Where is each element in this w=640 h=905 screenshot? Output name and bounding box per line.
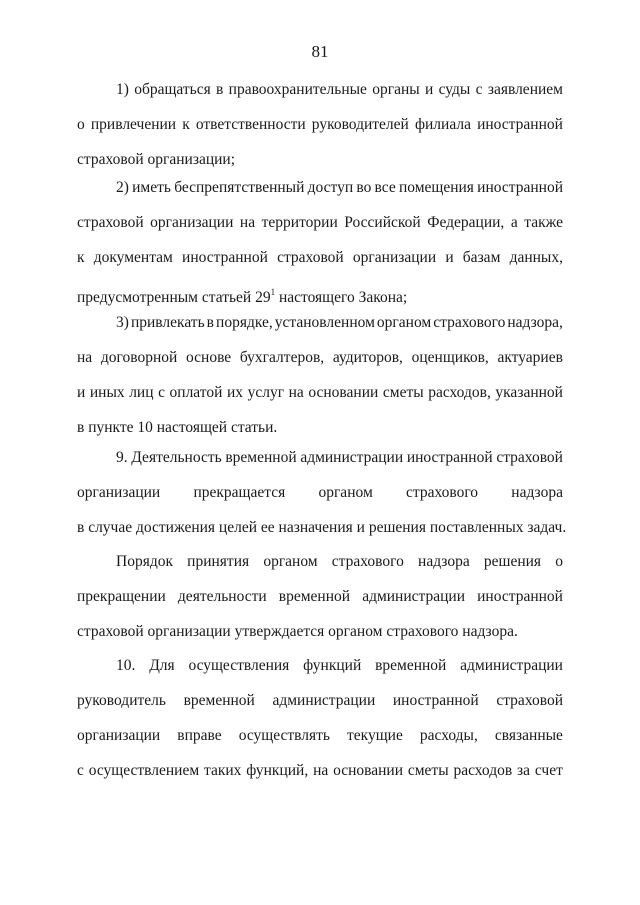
word: ответственности [195,116,306,133]
word: руководитель [77,692,166,709]
word: также [524,214,563,231]
text-line [77,248,563,268]
word: оплатой [169,384,223,401]
word: страховой [496,692,563,709]
word: и [77,384,86,401]
word: на [77,349,93,366]
word: руководителей [311,116,409,133]
word: установленном [274,314,375,331]
word: организации [77,484,161,501]
word: Для [149,657,175,674]
word: страховой [77,214,144,231]
word: расходы, [419,727,478,744]
word: основании [333,762,404,779]
text-line [77,115,563,135]
word: органом [318,484,373,501]
word: иных [89,384,125,401]
word: филиала [414,116,471,133]
word: текущие [347,727,403,744]
word: договорной [100,349,178,366]
word: страхового [331,553,404,570]
word: функций, [246,762,309,779]
word: все [374,179,396,196]
word: данных, [509,249,563,266]
text-segment: предусмотренным статьей 29 [77,289,271,307]
word: счет [534,762,563,779]
text-line [116,178,563,198]
word: организации [150,214,234,231]
word: расходов [453,762,513,779]
word: на [313,762,329,779]
word: органом [376,314,432,331]
text-line [116,552,563,572]
word: и [445,249,454,266]
word: деятельности [177,588,267,605]
word: 9. [116,449,128,466]
word: прекращается [193,484,286,501]
text-line [77,483,563,503]
word: территории [261,214,338,231]
word: страховой [277,249,344,266]
word: помещения [398,179,474,196]
word: в [216,81,224,98]
text-line [116,448,563,468]
word: иностранной [392,692,479,709]
word: решения [483,553,542,570]
word: с [77,762,84,779]
superscript: 1 [270,287,276,297]
word: в [206,314,214,331]
word: 1) [116,81,129,98]
word: связанные [494,727,563,744]
text-line [77,726,563,746]
word: Российской [344,214,421,231]
word: на [288,384,304,401]
word: за [517,762,531,779]
word: страхового [433,314,506,331]
text-line [77,761,563,781]
word: услуг [247,384,285,401]
text-line: страховой организации; [77,151,236,168]
word: иметь [132,179,171,196]
word: Федерации, [427,214,505,231]
text-line [77,383,563,403]
word: о [77,116,85,133]
word: аудиторов, [332,349,403,366]
word: привлечении [90,116,177,133]
word: иностранной [182,249,268,266]
word: вправе [177,727,222,744]
word: а [510,214,518,231]
word: администрации [272,692,376,709]
word: иностранной [477,116,563,133]
word: основании [308,384,379,401]
text-line [116,313,563,333]
word: надзора [418,553,470,570]
word: принятия [187,553,250,570]
word: их [226,384,244,401]
word: лиц [129,384,154,401]
text-line [77,348,563,368]
word: 10. [116,657,136,674]
word: с [475,81,483,98]
word: беспрепятственный [174,179,305,196]
word: к [182,116,190,133]
word: иностранной [406,449,493,466]
text-line: в случае достижения целей ее назначения и решения поставленных задач. [77,519,567,536]
word: функций [303,657,362,674]
word: на [239,214,256,231]
word: основе [186,349,232,366]
word: базам [462,249,501,266]
word: доступ [307,179,354,196]
text-line: в пункте 10 настоящей статьи. [77,419,278,436]
word: привлекать [130,314,205,331]
word: администрации [460,657,563,674]
word: сметы [382,384,424,401]
word: прекращении [77,588,166,605]
word: организации [352,249,437,266]
text-segment: настоящего Закона; [275,289,408,307]
word: 3) [116,314,129,331]
word: бухгалтеров, [239,349,325,366]
word: оценщиков, [411,349,489,366]
text-line [77,691,563,711]
word: суды [438,81,471,98]
word: Деятельность [131,449,222,466]
word: временной [183,692,255,709]
word: органы [372,81,420,98]
word: страхового [405,484,479,501]
word: о [555,553,563,570]
text-line [77,283,563,308]
word: иностранной [477,179,563,196]
word: администрации [362,588,466,605]
text-line [77,587,563,607]
word: Порядок [116,553,173,570]
word: к [77,249,85,266]
word: осуществлением [88,762,200,779]
word: администрации [300,449,404,466]
word: во [356,179,372,196]
word: осуществлять [238,727,330,744]
word: 2) [116,179,129,196]
word: временной [225,449,297,466]
word: страховой [496,449,563,466]
word: указанной [495,384,563,401]
page-number: 81 [311,42,329,61]
word: сметы [407,762,449,779]
word: надзора, [507,314,563,331]
word: таких [203,762,242,779]
word: иностранной [477,588,563,605]
word: организации [77,727,161,744]
word: обращаться [134,81,211,98]
word: с [158,384,165,401]
word: временной [278,588,351,605]
text-line [116,656,563,676]
word: органом [263,553,318,570]
word: правоохранительные [228,81,367,98]
text-line [116,80,563,100]
word: заявлением [487,81,563,98]
text-line [77,213,563,233]
word: порядке, [216,314,273,331]
word: расходов, [428,384,491,401]
text-line: страховой организации утверждается органом страхового надзора. [77,623,518,640]
word: надзора [511,484,563,501]
word: осуществления [188,657,290,674]
word: документам [93,249,173,266]
word: актуариев [497,349,563,366]
word: и [425,81,434,98]
word: временной [375,657,447,674]
